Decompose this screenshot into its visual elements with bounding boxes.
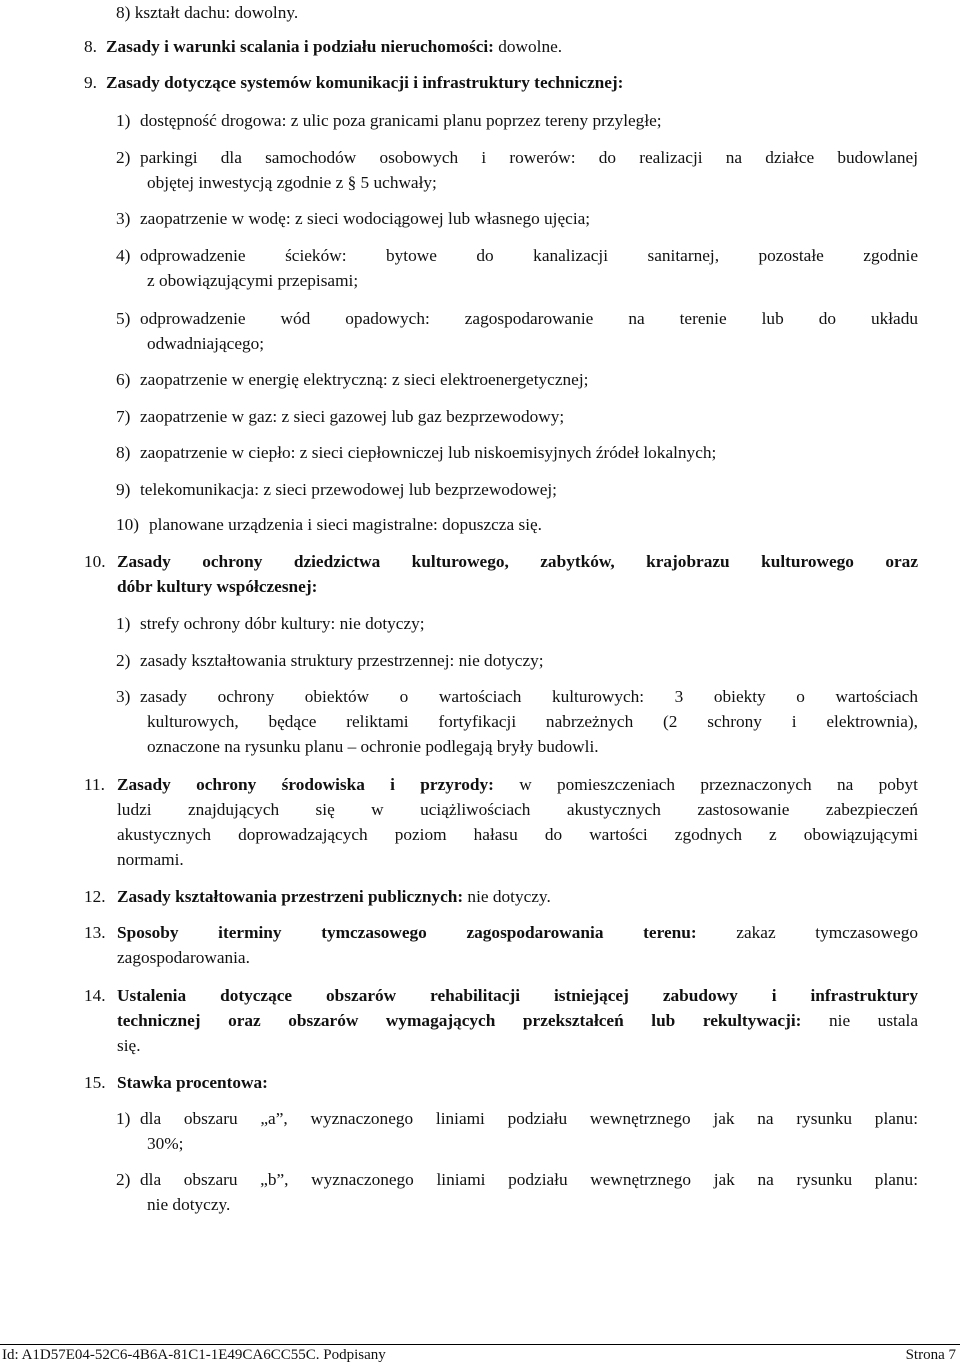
item-text: zaopatrzenie w wodę: z sieci wodociągowej lub własnego ujęcia;: [140, 209, 591, 228]
footer-page-number: Strona 7: [905, 1347, 956, 1363]
item-text-cont: odwadniającego;: [147, 334, 265, 353]
item-number: 1): [116, 614, 131, 633]
item-text-cont: objętej inwestycją zgodnie z § 5 uchwały;: [147, 173, 437, 192]
item-text: telekomunikacja: z sieci przewodowej lub bezprzewodowej;: [140, 480, 557, 499]
item-number: 5): [116, 309, 131, 328]
item-number: 1): [116, 111, 131, 130]
section-title: Stawka procentowa:: [117, 1073, 268, 1092]
section-number: 13.: [84, 923, 106, 942]
item-number: 7): [116, 407, 131, 426]
top-list-item: 8) kształt dachu: dowolny.: [116, 3, 299, 22]
item-number: 4): [116, 246, 131, 265]
item-number: 9): [116, 480, 131, 499]
item-text: zaopatrzenie w gaz: z sieci gazowej lub gaz bezprzewodowy;: [140, 407, 565, 426]
item-text-cont: oznaczone na rysunku planu – ochronie podlegają bryły budowli.: [147, 737, 599, 756]
item-text: strefy ochrony dóbr kultury: nie dotyczy;: [140, 614, 425, 633]
section-title-cont: dóbr kultury współczesnej:: [117, 577, 318, 596]
item-number: 8): [116, 443, 131, 462]
section-text: w pomieszczeniach przeznaczonych na pobyt: [493, 775, 918, 794]
section-number: 14.: [84, 986, 106, 1005]
section-title: Ustalenia dotyczące obszarów rehabilitacji istniejącej zabudowy i infrastruktury: [117, 986, 918, 1005]
section-number: 12.: [84, 887, 106, 906]
item-number: 3): [116, 209, 131, 228]
section-number: 8.: [84, 37, 97, 56]
section-text-cont: akustycznych doprowadzających poziom hałasu do wartości zgodnych z obowiązującymi: [117, 825, 918, 844]
item-number: 3): [116, 687, 131, 706]
item-number: 10): [116, 515, 140, 534]
section-text: nie ustala: [801, 1011, 918, 1030]
item-text: zasady kształtowania struktury przestrzennej: nie dotyczy;: [140, 651, 544, 670]
item-text: odprowadzenie ścieków: bytowe do kanalizacji sanitarnej, pozostałe zgodnie: [140, 246, 918, 265]
item-number: 2): [116, 651, 131, 670]
section-text-cont: ludzi znajdujących się w uciążliwościach akustycznych zastosowanie zabezpieczeń: [117, 800, 918, 819]
item-number: 6): [116, 370, 131, 389]
section-number: 11.: [84, 775, 105, 794]
item-text: dostępność drogowa: z ulic poza granicami planu poprzez tereny przyległe;: [140, 111, 662, 130]
item-text-cont: kulturowych, będące reliktami fortyfikacji nabrzeżnych (2 schrony i elektrownia),: [147, 712, 918, 731]
item-number: 2): [116, 1170, 131, 1189]
section-title: Zasady ochrony dziedzictwa kulturowego, zabytków, krajobrazu kulturowego oraz: [117, 552, 918, 571]
section-text-cont: zagospodarowania.: [117, 948, 250, 967]
item-text: parkingi dla samochodów osobowych i rowerów: do realizacji na działce budowlanej: [140, 148, 918, 167]
item-text: zaopatrzenie w ciepło: z sieci ciepłowniczej lub niskoemisyjnych źródeł lokalnych;: [140, 443, 717, 462]
item-number: 1): [116, 1109, 131, 1128]
section-title: Zasady dotyczące systemów komunikacji i infrastruktury technicznej:: [106, 73, 624, 92]
section-text-cont: normami.: [117, 850, 184, 869]
section-title-cont: technicznej oraz obszarów wymagających przekształceń lub rekultywacji:: [117, 1011, 802, 1030]
section-number: 10.: [84, 552, 106, 571]
item-text-cont: nie dotyczy.: [147, 1195, 231, 1214]
item-text-cont: z obowiązującymi przepisami;: [147, 271, 359, 290]
footer-document-id: Id: A1D57E04-52C6-4B6A-81C1-1E49CA6CC55C. Podpisany: [2, 1347, 386, 1363]
section-title: Zasady kształtowania przestrzeni publicznych:: [117, 887, 464, 906]
section-number: 9.: [84, 73, 97, 92]
item-text: zasady ochrony obiektów o wartościach kulturowych: 3 obiekty o wartościach: [140, 687, 918, 706]
item-text: dla obszaru „a”, wyznaczonego liniami podziału wewnętrznego jak na rysunku planu:: [140, 1109, 918, 1128]
section-text: nie dotyczy.: [463, 887, 551, 906]
section-number: 15.: [84, 1073, 106, 1092]
item-number: 2): [116, 148, 131, 167]
item-text-cont: 30%;: [147, 1134, 184, 1153]
section-text-cont: się.: [117, 1036, 141, 1055]
item-text: zaopatrzenie w energię elektryczną: z sieci elektroenergetycznej;: [140, 370, 589, 389]
section-text: dowolne.: [493, 37, 563, 56]
item-text: odprowadzenie wód opadowych: zagospodarowanie na terenie lub do układu: [140, 309, 918, 328]
section-title: Zasady i warunki scalania i podziału nieruchomości:: [106, 37, 494, 56]
item-text: planowane urządzenia i sieci magistralne: dopuszcza się.: [149, 515, 542, 534]
item-text: dla obszaru „b”, wyznaczonego liniami podziału wewnętrznego jak na rysunku planu:: [140, 1170, 918, 1189]
section-title: Zasady ochrony środowiska i przyrody:: [117, 775, 494, 794]
section-text: zakaz tymczasowego: [696, 923, 918, 942]
section-title: Sposoby iterminy tymczasowego zagospodarowania terenu:: [117, 923, 697, 942]
